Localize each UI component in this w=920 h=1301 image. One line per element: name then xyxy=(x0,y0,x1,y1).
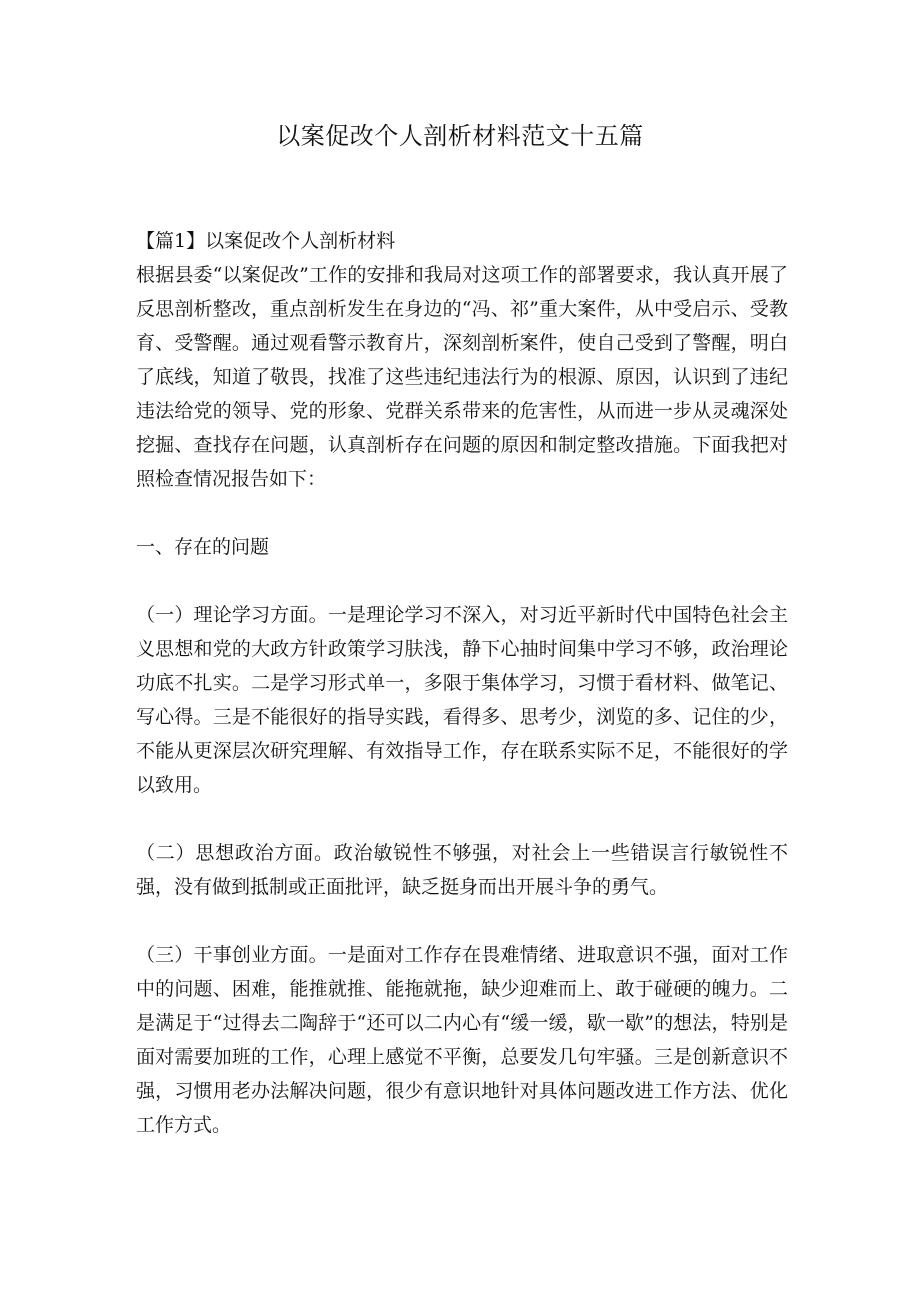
item-paragraph-3: （三）干事创业方面。一是面对工作存在畏难情绪、进取意识不强，面对工作中的问题、困难，能推就推、能拖就拖，缺少迎难而上、敢于碰硬的魄力。二是满足于“过得去二陶辞于“还可以二内心有“缓一缓，歇一歇”的想法，特别是面对需要加班的工作，心理上感觉不平衡，总要发几句牢骚。三是创新意识不强，习惯用老办法解决问题，很少有意识地针对具体问题改进工作方法、优化工作方式。 xyxy=(136,944,788,1136)
part-heading: 一、存在的问题 xyxy=(136,536,270,558)
item-paragraph-1: （一）理论学习方面。一是理论学习不深入，对习近平新时代中国特色社会主义思想和党的大政方针政策学习肤浅，静下心抽时间集中学习不够，政治理论功底不扎实。二是学习形式单一，多限于集体学习，习惯于看材料、做笔记、写心得。三是不能很好的指导实践，看得多、思考少，浏览的多、记住的少，不能从更深层次研究理解、有效指导工作，存在联系实际不足，不能很好的学以致用。 xyxy=(136,604,788,796)
document-title: 以案促改个人剖析材料范文十五篇 xyxy=(276,122,644,150)
document-body xyxy=(136,224,788,1142)
item-paragraph-2: （二）思想政治方面。政治敏锐性不够强，对社会上一些错误言行敏锐性不强，没有做到抵制或正面批评，缺乏挺身而出开展斗争的勇气。 xyxy=(136,842,788,898)
intro-paragraph: 根据县委“以案促改”工作的安排和我局对这项工作的部署要求，我认真开展了反思剖析整改，重点剖析发生在身边的“冯、祁”重大案件，从中受启示、受教育、受警醒。通过观看警示教育片，深刻剖析案件，使自己受到了警醒，明白了底线，知道了敬畏，找准了这些违纪违法行为的根源、原因，认识到了违纪违法给党的领导、党的形象、党群关系带来的危害性，从而进一步从灵魂深处挖掘、查找存在问题，认真剖析存在问题的原因和制定整改措施。下面我把对照检查情况报告如下： xyxy=(136,264,788,490)
section-heading: 【篇1】以案促改个人剖析材料 xyxy=(136,230,396,252)
